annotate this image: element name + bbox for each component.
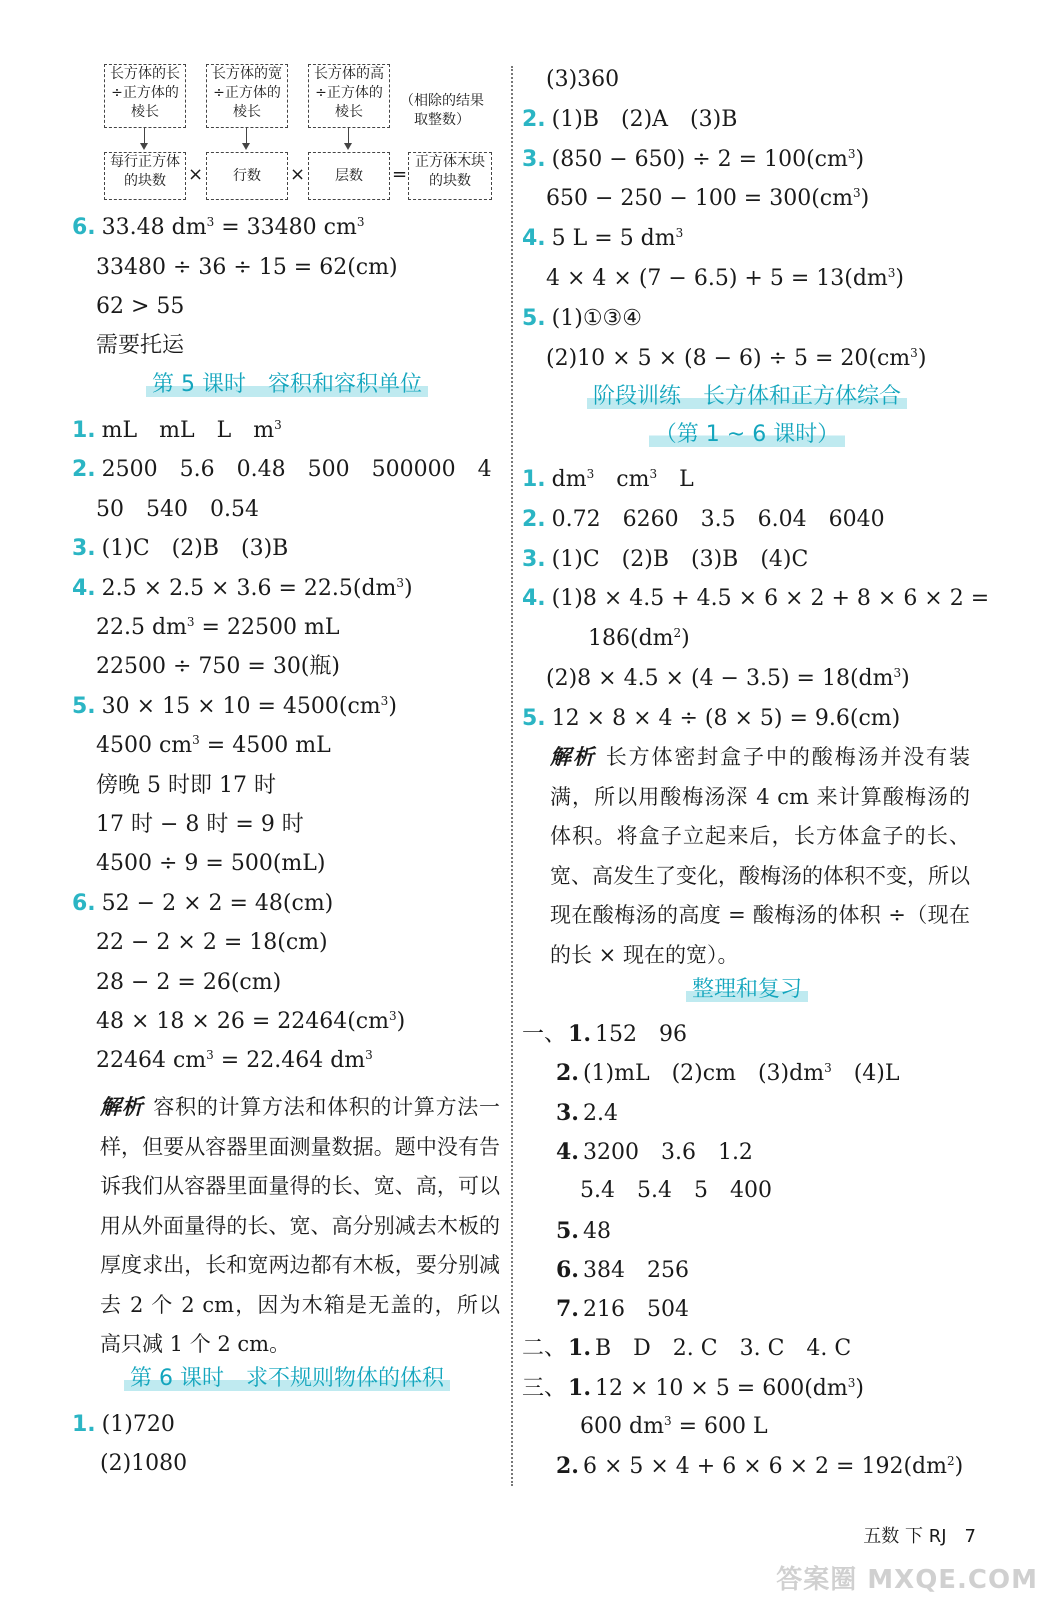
question-number: 3.: [522, 546, 546, 572]
question-number: 6.: [72, 890, 96, 916]
answer-line: [96, 495, 259, 525]
answer-text: 28 − 2 = 26(cm): [96, 969, 282, 995]
answer-line: [522, 545, 808, 575]
answer-line: [546, 184, 869, 214]
question-number: 5.: [72, 693, 96, 719]
answer-line: [556, 1451, 963, 1482]
answer-text: $(850 - 650) \div 2 = 100(cm^3)$: [551, 146, 865, 172]
answer-text: 3200 3.6 1.2: [582, 1139, 753, 1165]
diagram-op: ×: [188, 164, 204, 185]
answer-line: [96, 1007, 405, 1037]
answer-text: (1)C (2)B (3)B: [101, 536, 289, 562]
answer-line: [522, 1373, 864, 1404]
section-number: 三、: [522, 1375, 567, 1401]
question-number: 5.: [556, 1217, 579, 1244]
diagram-box-width: 长方体的宽÷正方体的棱长: [206, 64, 288, 128]
answer-line: [96, 849, 325, 879]
answer-text: 600 $dm^3 = 600$ L: [580, 1414, 768, 1439]
analysis-text: 长方体密封盒子中的酸梅汤并没有装满，所以用酸梅汤深 4 cm 来计算酸梅汤的体积。将盒子立起来后，长方体盒子的长、宽、高发生了变化，酸梅汤的体积不变，所以现在酸梅汤的高度 = 酸梅汤的体积 ÷（现在的长 × 现在的宽）。: [550, 745, 970, 967]
answer-text: 22 − 2 × 2 = 18(cm): [96, 930, 328, 956]
analysis-left: [100, 1088, 500, 1365]
answer-text: 48: [582, 1218, 611, 1244]
answer-text: 22.5 $dm^3 = 22500$ mL: [96, 615, 340, 640]
answer-text: $(2)10 \times 5 \times (8 - 6) \div 5 = 20(cm^3)$: [546, 345, 927, 371]
diagram-note: （相除的结果取整数）: [400, 93, 484, 128]
answer-text: 2.4: [582, 1100, 618, 1126]
question-number: 2.: [522, 506, 546, 532]
answer-text: $48 \times 18 \times 26 = 22464(cm^3)$: [96, 1009, 406, 1034]
answer-text: (1)720: [101, 1412, 175, 1437]
answer-text: 22464 $cm^3 = 22.464$ $dm^3$: [96, 1048, 373, 1074]
answer-text: (1)8 × 4.5 + 4.5 × 6 × 2 + 8 × 6 × 2 =: [551, 586, 990, 612]
answer-line: [522, 1019, 687, 1050]
answer-text: mL mL L $m^3$: [101, 418, 282, 443]
answer-text: (1)①③④: [551, 305, 643, 331]
answer-line: [96, 731, 331, 761]
question-number: 4.: [522, 226, 546, 252]
answer-line: [522, 145, 864, 175]
answer-line: [100, 1449, 187, 1479]
answer-line: 需要托运: [96, 333, 185, 358]
answer-line: [580, 1176, 772, 1206]
question-number: 3.: [522, 146, 546, 172]
answer-line: [72, 416, 282, 446]
answer-line: [72, 889, 333, 919]
answer-line: [72, 692, 397, 722]
answer-text: 152 96: [594, 1022, 687, 1047]
watermark-logo: 答案圈 MXQE.COM: [776, 1565, 1038, 1595]
question-number: 1.: [72, 418, 96, 443]
answer-line: [522, 304, 642, 334]
answer-line: [546, 65, 619, 95]
page-footer: 五数 下 RJ 7: [863, 1526, 976, 1547]
answer-line: [556, 1098, 618, 1129]
answer-text: 5 L = 5 $dm^3$: [551, 226, 684, 252]
diagram-arrow: [144, 128, 145, 148]
question-number: 1.: [72, 1412, 96, 1437]
answer-text: 17 时 − 8 时 = 9 时: [96, 812, 304, 837]
answer-text: 33.48 $dm^3 = 33480$ $cm^3$: [101, 215, 365, 240]
diagram-box-height: 长方体的高÷正方体的棱长: [308, 64, 390, 128]
lesson6-title: 第 6 课时 求不规则物体的体积: [72, 1364, 502, 1394]
diagram-box-per-row: 每行正方体的块数: [104, 152, 186, 200]
question-number: 6.: [556, 1256, 579, 1283]
analysis-text: 容积的计算方法和体积的计算方法一样，但要从容器里面测量数据。题中没有告诉我们从容器里面量得的长、宽、高，可以用从外面量得的长、宽、高分别减去木板的厚度求出，长和宽两边都有木板，要分别减去 2 个 2 cm，因为木箱是无盖的，所以高只减 1 个 2 cm。: [100, 1095, 501, 1356]
answer-line: [72, 1410, 175, 1440]
question-number: 7.: [556, 1296, 579, 1323]
answer-line: 33480 ÷ 36 ÷ 15 = 62(cm): [96, 255, 398, 280]
answer-text: 52 − 2 × 2 = 48(cm): [101, 890, 334, 916]
answer-text: (2)1080: [100, 1451, 188, 1477]
answer-line: [96, 928, 328, 958]
answer-text: $186(dm^2)$: [588, 626, 690, 652]
stage-title: 阶段训练 长方体和正方体综合: [522, 382, 972, 412]
answer-line: [96, 810, 304, 840]
answer-line: [556, 1058, 899, 1089]
answer-text: $12 \times 10 \times 5 = 600(dm^3)$: [594, 1375, 864, 1401]
answer-text: $4 \times 4 \times (7 - 6.5) + 5 = 13(dm^3)$: [546, 266, 904, 291]
answer-line: [96, 1046, 373, 1076]
answer-text: $650 - 250 - 100 = 300(cm^3)$: [546, 186, 870, 212]
question-number: 4.: [72, 575, 96, 601]
answer-line: [546, 664, 910, 694]
answer-text: (1)B (2)A (3)B: [551, 106, 738, 132]
stage-subtitle: （第 1 ~ 6 课时）: [522, 420, 972, 450]
analysis-tag: 解析: [100, 1095, 144, 1119]
answer-line: [556, 1216, 611, 1247]
section-number: 一、: [522, 1022, 567, 1047]
question-number: 1.: [568, 1021, 591, 1047]
answer-line: [96, 968, 281, 998]
answer-line: [72, 213, 364, 243]
answer-line: [72, 534, 288, 564]
answer-line: [522, 584, 989, 614]
answer-line: [522, 704, 900, 734]
answer-line: [96, 652, 340, 682]
diagram-op: =: [392, 164, 408, 185]
answer-line: [522, 224, 683, 254]
question-number: 4.: [522, 586, 546, 612]
answer-line: [72, 455, 492, 485]
answer-line: [556, 1137, 753, 1168]
question-number: 4.: [556, 1138, 579, 1165]
question-number: 2.: [556, 1453, 579, 1480]
diagram-box-length: 长方体的长÷正方体的棱长: [104, 64, 186, 128]
answer-line: [96, 771, 276, 801]
answer-text: 5.4 5.4 5 400: [580, 1178, 772, 1204]
question-number: 3.: [556, 1099, 579, 1126]
question-number: 1.: [568, 1374, 591, 1401]
answer-text: (1)C (2)B (3)B (4)C: [551, 546, 809, 572]
answer-line: [72, 574, 413, 604]
answer-line: [580, 1412, 768, 1442]
answer-line: [522, 1333, 851, 1364]
question-number: 2.: [522, 106, 546, 132]
answer-text: 傍晚 5 时即 17 时: [96, 772, 276, 798]
diagram-box-rows: 行数: [206, 152, 288, 200]
section-number: 二、: [522, 1336, 567, 1362]
answer-text: $dm^3$ $cm^3$ L: [551, 467, 694, 492]
analysis-tag: 解析: [550, 745, 596, 769]
question-number: 5.: [522, 705, 546, 731]
answer-text: (1)mL (2)cm $(3)dm^3$ (4)L: [582, 1061, 900, 1087]
question-number: 3.: [72, 536, 96, 562]
answer-line: 62 > 55: [96, 294, 185, 319]
answer-text: 12 × 8 × 4 ÷ (8 × 5) = 9.6(cm): [551, 705, 901, 731]
question-number: 1.: [522, 467, 546, 492]
answer-line: [522, 465, 694, 495]
diagram-arrow: [246, 128, 247, 148]
question-number: 5.: [522, 305, 546, 331]
analysis-right: [550, 738, 970, 975]
column-divider: [511, 66, 513, 1486]
answer-line: [522, 505, 885, 535]
diagram-op: ×: [290, 164, 306, 185]
answer-text: $2.5 \times 2.5 \times 3.6 = 22.5(dm^3)$: [101, 575, 413, 601]
answer-line: [588, 624, 690, 654]
answer-text: $30 \times 15 \times 10 = 4500(cm^3)$: [101, 693, 397, 719]
answer-text: B D 2. C 3. C 4. C: [594, 1336, 852, 1362]
answer-text: 50 540 0.54: [96, 496, 259, 522]
answer-text: 2500 5.6 0.48 500 500000 4: [101, 457, 492, 483]
question-number: 6.: [72, 215, 96, 240]
lesson5-title: 第 5 课时 容积和容积单位: [72, 370, 502, 400]
diagram-arrow: [348, 128, 349, 148]
question-number: 2.: [72, 457, 96, 483]
question-number: 2.: [556, 1060, 579, 1087]
question-number: 1.: [568, 1335, 591, 1362]
review-title: 整理和复习: [522, 975, 972, 1005]
answer-line: [556, 1255, 689, 1286]
answer-line: [546, 344, 926, 374]
answer-text: 0.72 6260 3.5 6.04 6040: [551, 506, 885, 532]
answer-text: 384 256: [582, 1257, 689, 1283]
diagram-box-layers: 层数: [308, 152, 390, 200]
answer-text: 4500 $cm^3 = 4500$ mL: [96, 733, 331, 759]
answer-text: $6 \times 5 \times 4 + 6 \times 6 \times 2 = 192(dm^2)$: [582, 1454, 964, 1480]
answer-line: [556, 1294, 689, 1325]
answer-text: 4500 ÷ 9 = 500(mL): [96, 851, 326, 877]
answer-text: 216 504: [582, 1297, 689, 1323]
answer-line: [546, 264, 904, 294]
diagram-box-total: 正方体木块的块数: [408, 152, 492, 200]
answer-line: [96, 613, 339, 643]
answer-line: [522, 105, 737, 135]
answer-text: $(2)8 \times 4.5 \times (4 - 3.5) = 18(dm^3)$: [546, 666, 910, 691]
answer-text: 22500 ÷ 750 = 30(瓶): [96, 654, 340, 680]
answer-text: (3)360: [546, 67, 620, 92]
